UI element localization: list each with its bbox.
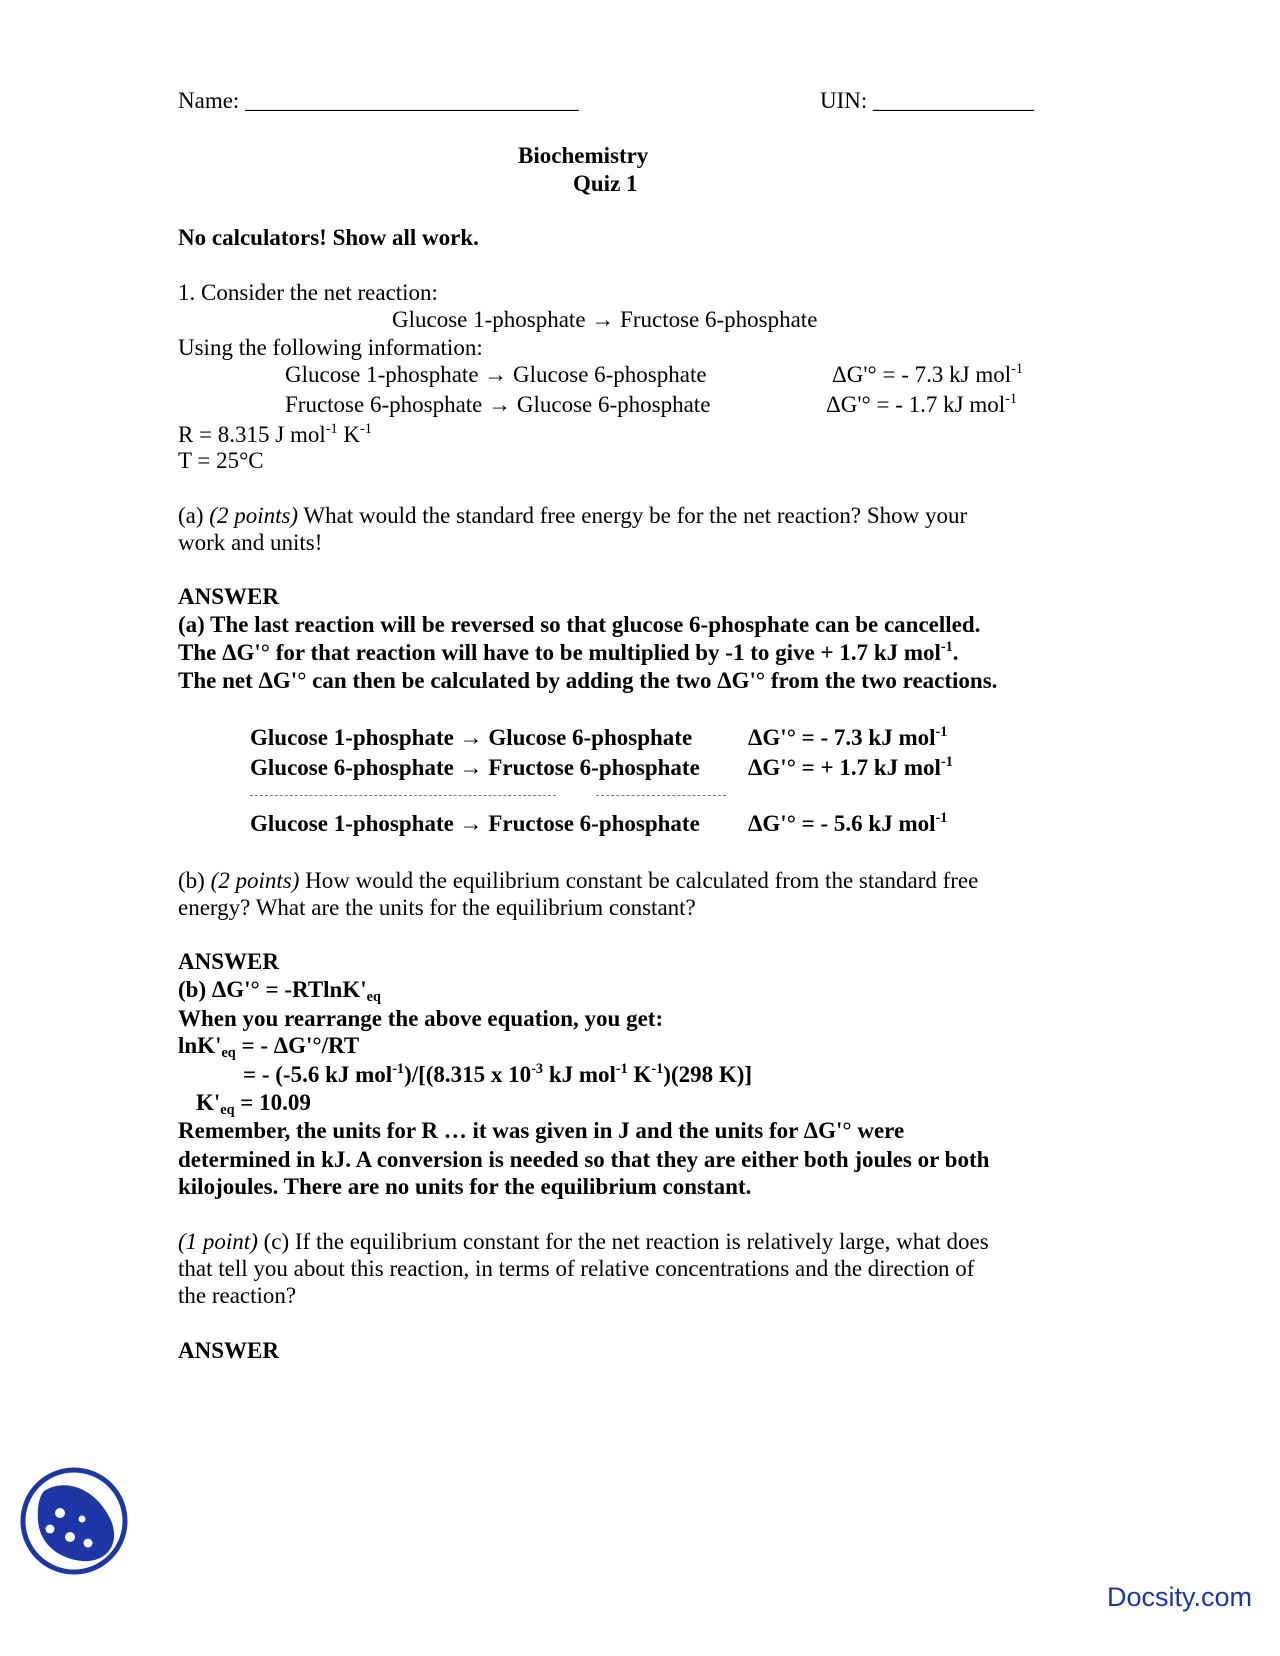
- part-a-question-2: work and units!: [178, 530, 323, 555]
- eq2-b: = - ΔG'°/RT: [235, 1033, 360, 1058]
- name-field: [178, 87, 579, 114]
- eq3-b: )/[(8.315 x 10: [404, 1062, 532, 1087]
- title-line-2: Quiz 1: [573, 171, 638, 196]
- part-c-answer-heading: ANSWER: [178, 1338, 279, 1363]
- instructions: No calculators! Show all work.: [178, 225, 479, 250]
- sum-dg-1-text: ΔG'° = - 7.3 kJ mol: [748, 725, 936, 750]
- part-b-equation-4: [196, 1089, 311, 1119]
- q1-using: Using the following information:: [178, 335, 483, 360]
- part-a-text: What would the standard free energy be for the net reaction? Show your: [298, 503, 968, 528]
- ans-l2-end: .: [952, 640, 959, 665]
- part-b-answer-heading: ANSWER: [178, 949, 279, 974]
- eq3-exp-3: -1: [615, 1061, 628, 1078]
- part-c-points: (1 point): [178, 1229, 258, 1254]
- eq3-exp-4: -1: [651, 1061, 664, 1078]
- q1-reaction-1: Glucose 1-phosphate → Glucose 6-phosphate: [285, 362, 707, 387]
- name-blank: _____________________________: [245, 88, 579, 113]
- eq3-e: )(298 K)]: [663, 1062, 753, 1087]
- part-b-equation-2: [178, 1032, 360, 1062]
- sum-divider-left: [250, 795, 556, 796]
- sum-dg-1-exp: -1: [935, 724, 948, 741]
- part-a-question-1: [178, 502, 967, 529]
- part-b-equation-1: [178, 976, 381, 1006]
- r-text: R = 8.315 J mol: [178, 422, 326, 447]
- sum-reaction-2: Glucose 6-phosphate → Fructose 6-phosphate: [250, 755, 700, 780]
- q1-dg-1-exp: -1: [1011, 361, 1023, 378]
- sum-reaction-1: Glucose 1-phosphate → Glucose 6-phosphate: [250, 725, 693, 750]
- part-b-label: (b): [178, 868, 211, 893]
- eq2-a: lnK': [178, 1033, 222, 1058]
- uin-field: [820, 87, 1034, 114]
- sum-reaction-3: Glucose 1-phosphate → Fructose 6-phosphate: [250, 811, 700, 836]
- part-b-text: How would the equilibrium constant be calculated from the standard free: [299, 868, 979, 893]
- part-c-text: (c) If the equilibrium constant for the net reaction is relatively large, what does: [257, 1229, 989, 1254]
- title-line-1: Biochemistry: [518, 143, 649, 168]
- eq3-c: kJ mol: [543, 1062, 616, 1087]
- q1-dg-2-text: ΔG'° = - 1.7 kJ mol: [826, 392, 1006, 417]
- eq3-d: K: [627, 1062, 652, 1087]
- part-b-question-1: [178, 867, 978, 894]
- q1-dg-1-text: ΔG'° = - 7.3 kJ mol: [832, 362, 1012, 387]
- eq4-a: K': [196, 1090, 221, 1115]
- eq1-sub: eq: [366, 989, 381, 1006]
- q1-dg-2: [826, 391, 1017, 418]
- part-b-rearrange: When you rearrange the above equation, you get:: [178, 1006, 664, 1031]
- eq3-exp-1: -1: [392, 1061, 405, 1078]
- docsity-brand[interactable]: Docsity.com: [1107, 1582, 1253, 1612]
- part-a-answer-line-1: (a) The last reaction will be reversed so that glucose 6-phosphate can be cancelled.: [178, 612, 981, 637]
- ans-l2-text: The ΔG'° for that reaction will have to be multiplied by -1 to give + 1.7 kJ mol: [178, 640, 941, 665]
- part-b-equation-3: [243, 1061, 752, 1088]
- part-c-question-3: the reaction?: [178, 1283, 297, 1308]
- name-label: Name:: [178, 88, 246, 113]
- q1-reaction-2: Fructose 6-phosphate → Glucose 6-phosphate: [285, 392, 711, 417]
- eq3-a: = - (-5.6 kJ mol: [243, 1062, 393, 1087]
- sum-divider-right: [596, 795, 726, 796]
- sum-dg-2-text: ΔG'° = + 1.7 kJ mol: [748, 755, 941, 780]
- sum-dg-3-exp: -1: [935, 810, 948, 827]
- ans-l2-exp: -1: [940, 639, 953, 656]
- q1-net-reaction: Glucose 1-phosphate → Fructose 6-phosphate: [392, 307, 818, 332]
- eq4-b: = 10.09: [234, 1090, 311, 1115]
- part-b-points: (2 points): [210, 868, 300, 893]
- part-a-label: (a): [178, 503, 210, 528]
- q1-gas-constant: [178, 421, 372, 448]
- sum-dg-1: [748, 724, 947, 751]
- part-b-remember-1: Remember, the units for R … it was given in J and the units for ΔG'° were: [178, 1118, 905, 1143]
- r-exp-1: -1: [325, 421, 338, 438]
- sum-dg-3-text: ΔG'° = - 5.6 kJ mol: [748, 811, 936, 836]
- q1-temperature: T = 25°C: [178, 448, 264, 473]
- uin-label: UIN:: [820, 88, 874, 113]
- part-a-answer-line-3: The net ΔG'° can then be calculated by adding the two ΔG'° from the two reactions.: [178, 668, 998, 693]
- part-b-remember-2: determined in kJ. A conversion is needed so that they are either both joules or both: [178, 1147, 990, 1172]
- part-a-points: (2 points): [209, 503, 299, 528]
- eq1-text: (b) ΔG'° = -RTlnK': [178, 977, 367, 1002]
- sum-dg-2: [748, 754, 953, 781]
- uin-blank: ______________: [873, 88, 1035, 113]
- part-c-question-1: [178, 1228, 989, 1255]
- eq2-sub: eq: [221, 1045, 236, 1062]
- part-c-question-2: that tell you about this reaction, in terms of relative concentrations and the direction of: [178, 1256, 975, 1281]
- eq4-sub: eq: [220, 1102, 235, 1119]
- eq3-exp-2: -3: [531, 1061, 544, 1078]
- part-b-question-2: energy? What are the units for the equilibrium constant?: [178, 895, 696, 920]
- q1-dg-1: [832, 361, 1023, 388]
- q1-intro: 1. Consider the net reaction:: [178, 280, 438, 305]
- part-a-answer-line-2: [178, 639, 959, 666]
- part-a-answer-heading: ANSWER: [178, 584, 279, 609]
- docsity-logo-icon[interactable]: [20, 1465, 128, 1577]
- r-k: K: [337, 422, 361, 447]
- sum-dg-2-exp: -1: [940, 754, 953, 771]
- part-b-remember-3: kilojoules. There are no units for the equilibrium constant.: [178, 1174, 752, 1199]
- r-exp-2: -1: [360, 421, 372, 438]
- q1-dg-2-exp: -1: [1005, 391, 1017, 408]
- sum-dg-3: [748, 810, 947, 837]
